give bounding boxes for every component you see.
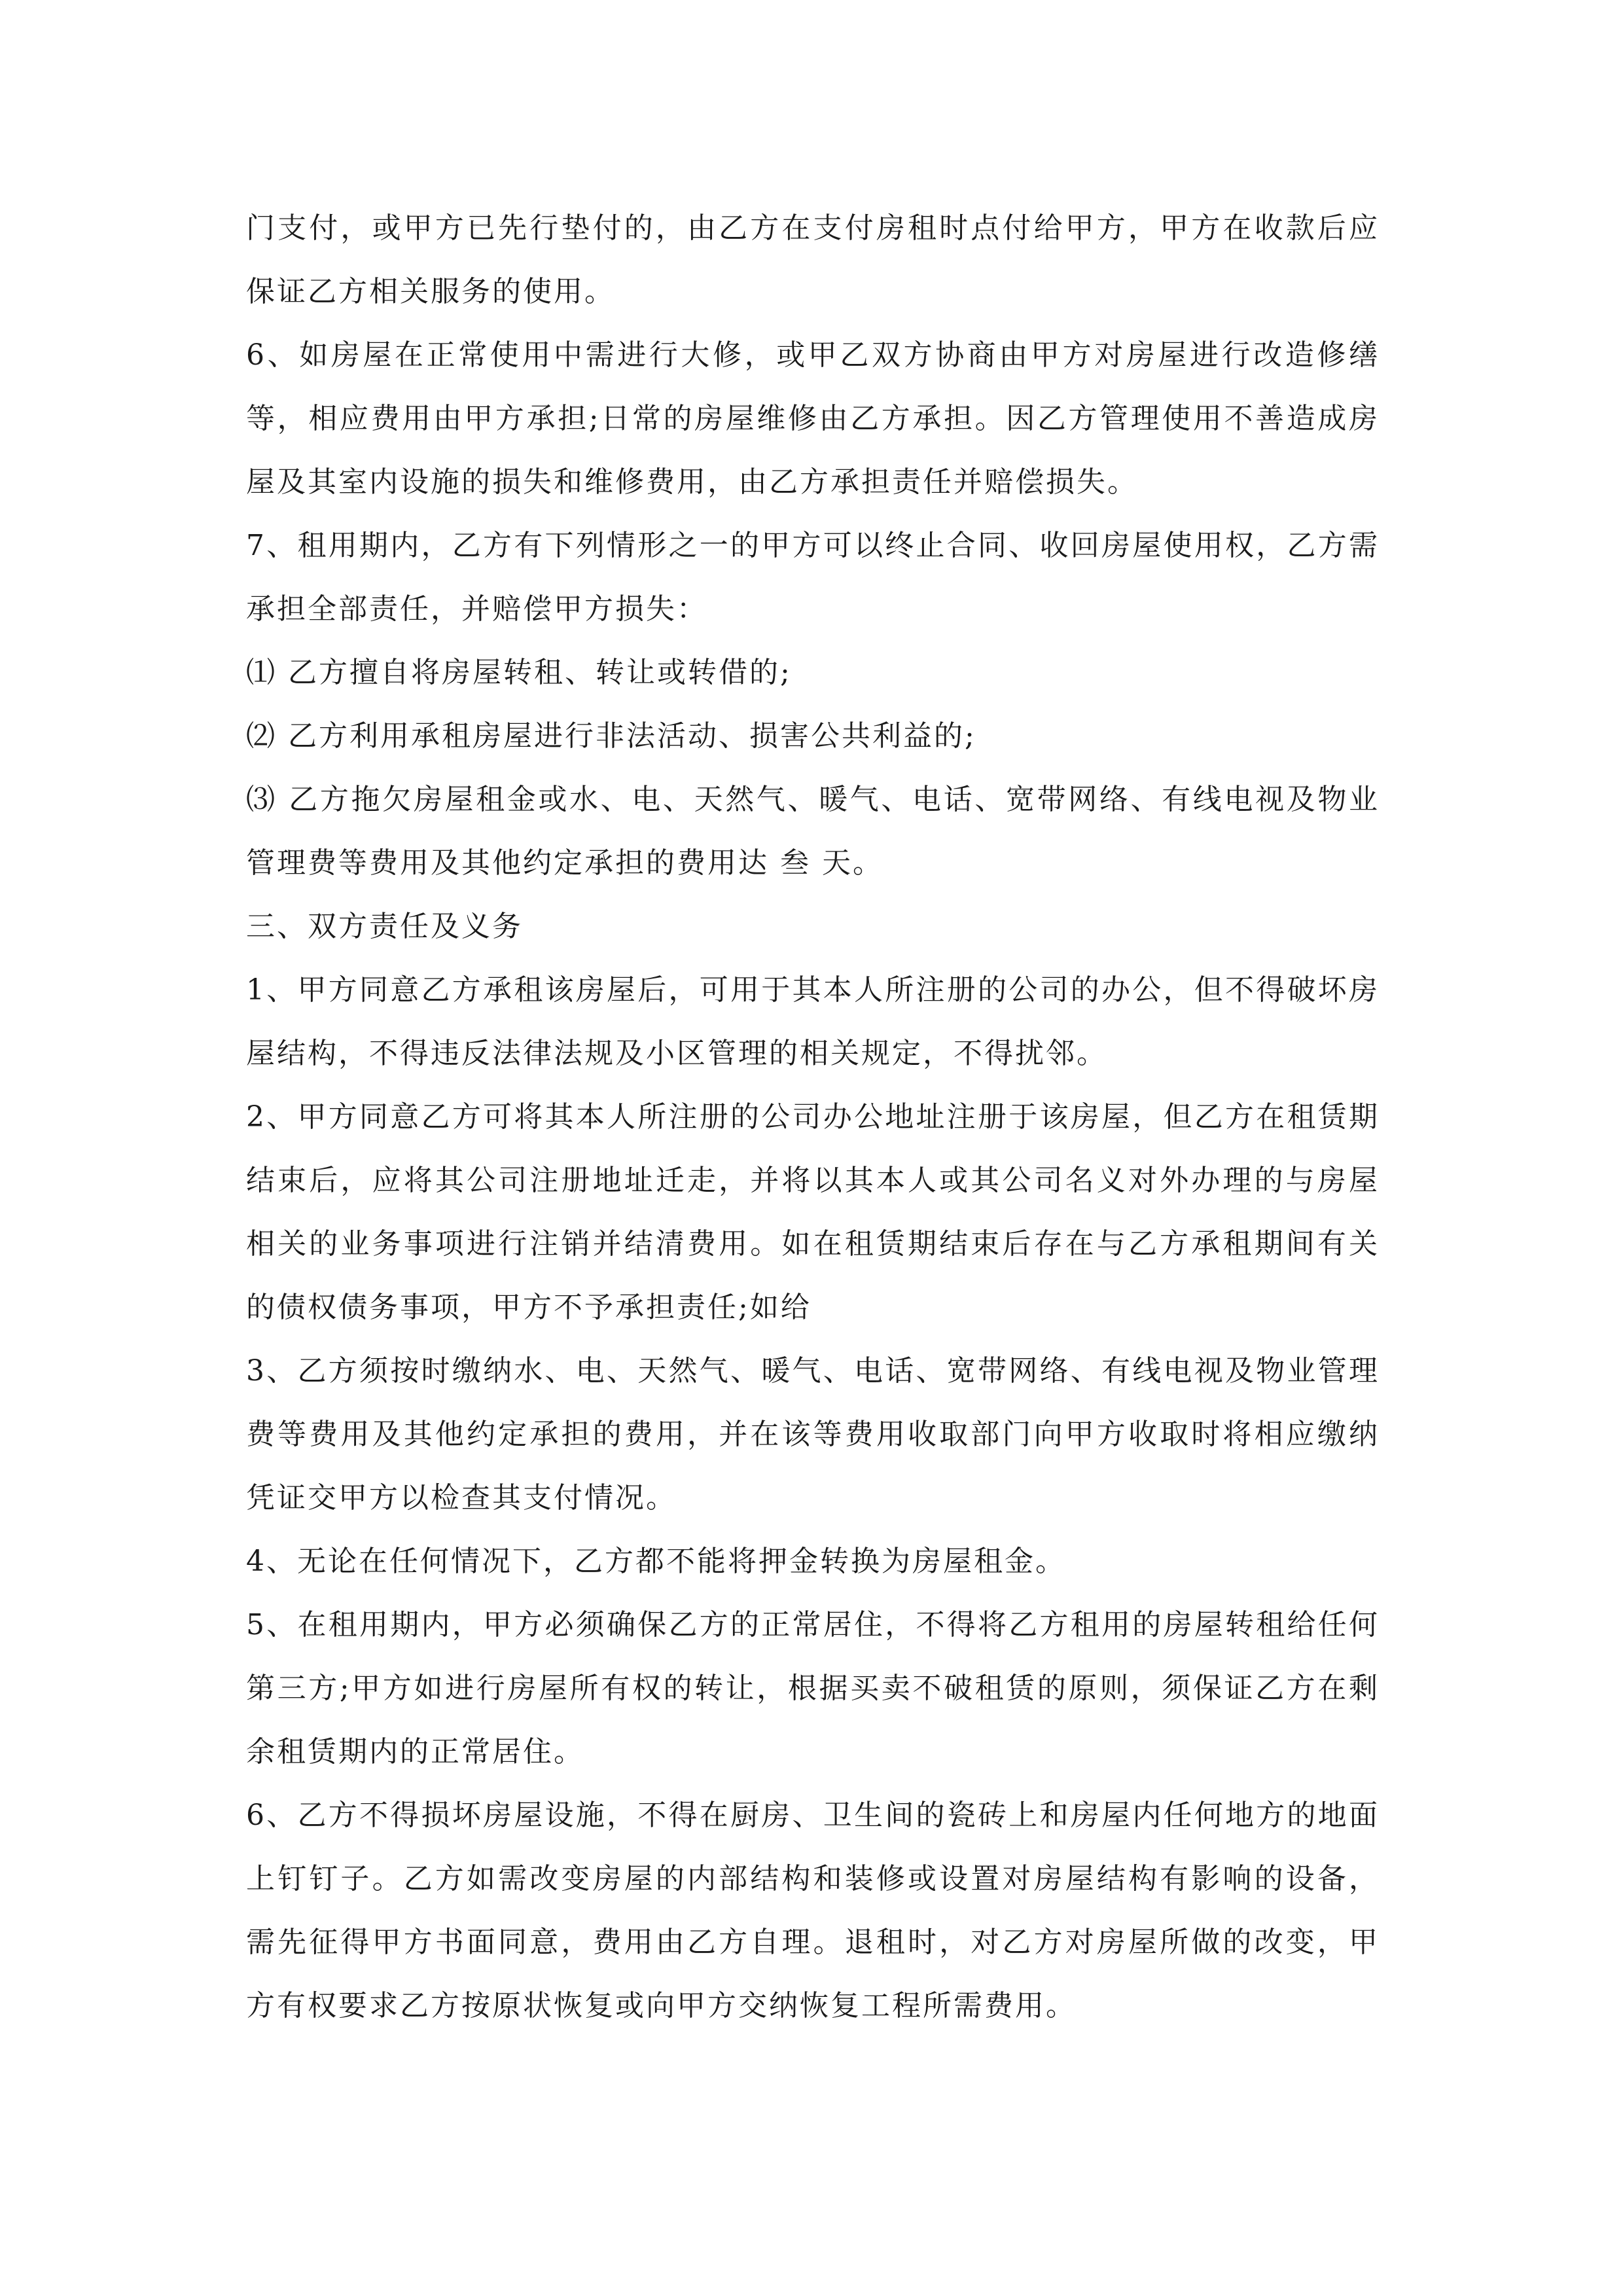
document-page: [246, 196, 1380, 2037]
paragraph-item-2-illegal-use: ⑵ 乙方利用承租房屋进行非法活动、损害公共利益的;: [246, 719, 976, 753]
paragraph-clause-6-repairs: 6、如房屋在正常使用中需进行大修，或甲乙双方协商由甲方对房屋进行改造修缮等，相应费用由甲方承担;日常的房屋维修由乙方承担。因乙方管理使用不善造成房屋及其室内设施的损失和维修费用，由乙方承担责任并赔偿损失。: [246, 338, 1380, 499]
paragraph-duty-1-office-use: 1、甲方同意乙方承租该房屋后，可用于其本人所注册的公司的办公，但不得破坏房屋结构，不得违反法律法规及小区管理的相关规定，不得扰邻。: [246, 973, 1380, 1070]
paragraph-item-3-arrears: ⑶ 乙方拖欠房屋租金或水、电、天然气、暖气、电话、宽带网络、有线电视及物业管理费等费用及其他约定承担的费用达 叁 天。: [246, 783, 1380, 880]
paragraph-payment-continuation: 门支付，或甲方已先行垫付的，由乙方在支付房租时点付给甲方，甲方在收款后应保证乙方相关服务的使用。: [246, 211, 1380, 308]
paragraph-duty-6-facilities: 6、乙方不得损坏房屋设施，不得在厨房、卫生间的瓷砖上和房屋内任何地方的地面上钉钉子。乙方如需改变房屋的内部结构和装修或设置对房屋结构有影响的设备，需先征得甲方书面同意，费用由乙方自理。退租时，对乙方对房屋所做的改变，甲方有权要求乙方按原状恢复或向甲方交纳恢复工程所需费用。: [246, 1799, 1380, 2022]
paragraph-item-1-sublet: ⑴ 乙方擅自将房屋转租、转让或转借的;: [246, 656, 792, 689]
paragraph-duty-5-residence: 5、在租用期内，甲方必须确保乙方的正常居住，不得将乙方租用的房屋转租给任何第三方;甲方如进行房屋所有权的转让，根据买卖不破租赁的原则，须保证乙方在剩余租赁期内的正常居住。: [246, 1608, 1380, 1768]
section-heading-responsibilities: 三、双方责任及义务: [246, 910, 523, 943]
paragraph-clause-7-termination: 7、租用期内，乙方有下列情形之一的甲方可以终止合同、收回房屋使用权，乙方需承担全部责任，并赔偿甲方损失：: [246, 529, 1380, 626]
paragraph-duty-3-fees: 3、乙方须按时缴纳水、电、天然气、暖气、电话、宽带网络、有线电视及物业管理费等费用及其他约定承担的费用，并在该等费用收取部门向甲方收取时将相应缴纳凭证交甲方以检查其支付情况。: [246, 1354, 1380, 1515]
paragraph-duty-2-registration: 2、甲方同意乙方可将其本人所注册的公司办公地址注册于该房屋，但乙方在租赁期结束后，应将其公司注册地址迁走，并将以其本人或其公司名义对外办理的与房屋相关的业务事项进行注销并结清费用。如在租赁期结束后存在与乙方承租期间有关的债权债务事项，甲方不予承担责任;如给: [246, 1100, 1380, 1324]
paragraph-duty-4-deposit: 4、无论在任何情况下，乙方都不能将押金转换为房屋租金。: [246, 1545, 1066, 1578]
